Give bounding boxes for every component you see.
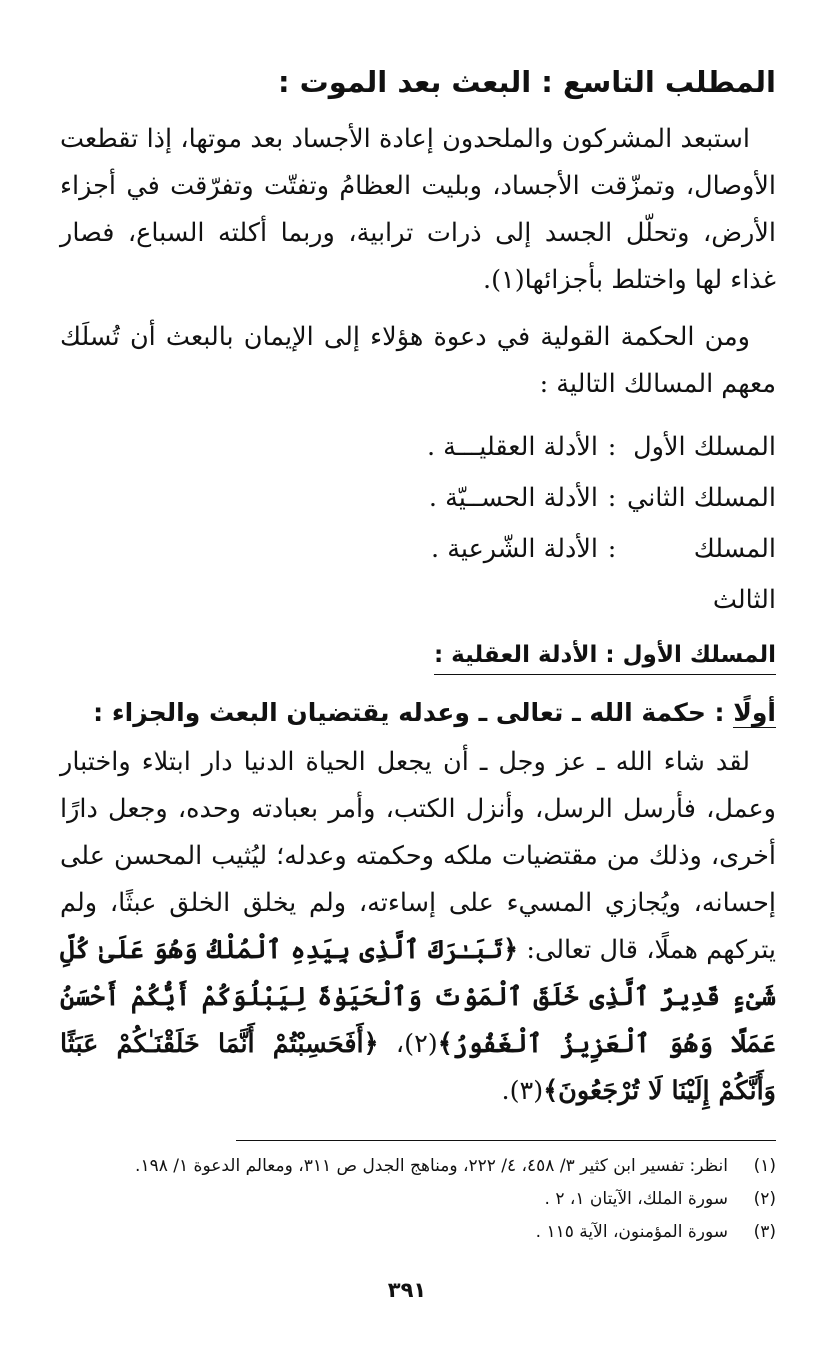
footnote-text: انظر: تفسير ابن كثير ٣/ ٤٥٨، ٤/ ٢٢٢، ومناهج الجدل ص ٣١١، ومعالم الدعوة ١/ ١٩٨. <box>135 1156 728 1176</box>
footnote-number: (١) <box>753 1156 776 1176</box>
paths-list <box>60 422 776 626</box>
footnote-number: (٣) <box>753 1222 776 1242</box>
page-number: ٣٩١ <box>387 1278 427 1302</box>
path-separator: : <box>607 483 617 513</box>
first-point-heading <box>60 691 776 735</box>
footnote-text: سورة الملك، الآيتان ١، ٢ . <box>544 1189 728 1209</box>
path-name: المسلك الثالث <box>693 534 776 615</box>
path-value: الأدلة الحســيّة . <box>428 483 598 513</box>
first-point-title: : حكمة الله ـ تعالى ـ وعدله يقتضيان البعث والجزاء : <box>93 698 734 727</box>
footnote-item <box>40 1216 776 1249</box>
footnote-item <box>40 1150 776 1183</box>
path-item <box>60 524 776 626</box>
footnote-ref-3: (٣). <box>501 1076 544 1106</box>
page-body <box>60 62 776 1115</box>
footnote-divider <box>236 1140 776 1141</box>
footnote-number: (٢) <box>753 1189 776 1209</box>
path-item <box>60 473 776 524</box>
path-value: الأدلة العقليـــة . <box>426 432 598 462</box>
first-point-number: أولًا <box>733 698 776 727</box>
path-item <box>60 422 776 473</box>
path-separator: : <box>607 432 617 462</box>
path-name: المسلك الثاني <box>626 483 776 513</box>
footnote-item <box>40 1183 776 1216</box>
paragraph-paths-intro: ومن الحكمة القولية في دعوة هؤلاء إلى الإيمان بالبعث أن تُسلَك معهم المسالك التالية : <box>60 322 776 399</box>
footnotes <box>40 1150 776 1249</box>
subheading-rational-evidence: المسلك الأول : الأدلة العقلية : <box>434 638 776 675</box>
footnote-text: سورة المؤمنون، الآية ١١٥ . <box>535 1222 728 1242</box>
quran-verse-muminun: ﴿أَفَحَسِبْتُمْ أَنَّمَا خَلَقْنَـٰكُمْ عَبَثًا وَأَنَّكُمْ إِلَيْنَا لَا تُرْجَعُونَ﴾ <box>60 1029 776 1106</box>
footnote-ref-2: (٢)، <box>378 1029 438 1059</box>
paragraph-intro: استبعد المشركون والملحدون إعادة الأجساد بعد موتها، إذا تقطعت الأوصال، وتمزّقت الأجساد، وبليت العظامُ وتفتّت وتفرّقت في أجزاء الأرض، وتحلّل الجسد إلى ذرات ترابية، وربما أكلته السباع، فصار غذاء لها واختلط بأجزائها(١). <box>60 124 776 295</box>
quran-verse-mulk: ﴿تَبَـٰرَكَ ٱلَّذِى بِيَدِهِ ٱلْمُلْكُ وَهُوَ عَلَىٰ كُلِّ شَىْءٍ قَدِيرٌ ٱلَّذِى خَلَقَ ٱلْمَوْتَ وَٱلْحَيَوٰةَ لِيَبْلُوَكُمْ أَيُّكُمْ أَحْسَنُ عَمَلًا وَهُوَ ٱلْعَزِيزُ ٱلْغَفُورُ﴾ <box>60 935 776 1059</box>
path-value: الأدلة الشّرعية . <box>431 534 598 564</box>
path-separator: : <box>607 534 617 564</box>
section-heading: المطلب التاسع : البعث بعد الموت : <box>277 65 776 99</box>
paragraph-wisdom-text: لقد شاء الله ـ عز وجل ـ أن يجعل الحياة الدنيا دار ابتلاء واختبار وعمل، فأرسل الرسل، وأنزل الكتب، وأمر بعبادته وحده، وجعل دارًا أخرى، وذلك من مقتضيات ملكه وحكمته وعدله؛ ليُثيب المحسن على إحسانه، ويُجازي المسيء على إساءته، ولم يخلق الخلق عبثًا، ولم يتركهم هملًا، قال تعالى: <box>60 747 777 965</box>
path-name: المسلك الأول <box>633 432 776 462</box>
paragraph-wisdom <box>60 739 776 1115</box>
